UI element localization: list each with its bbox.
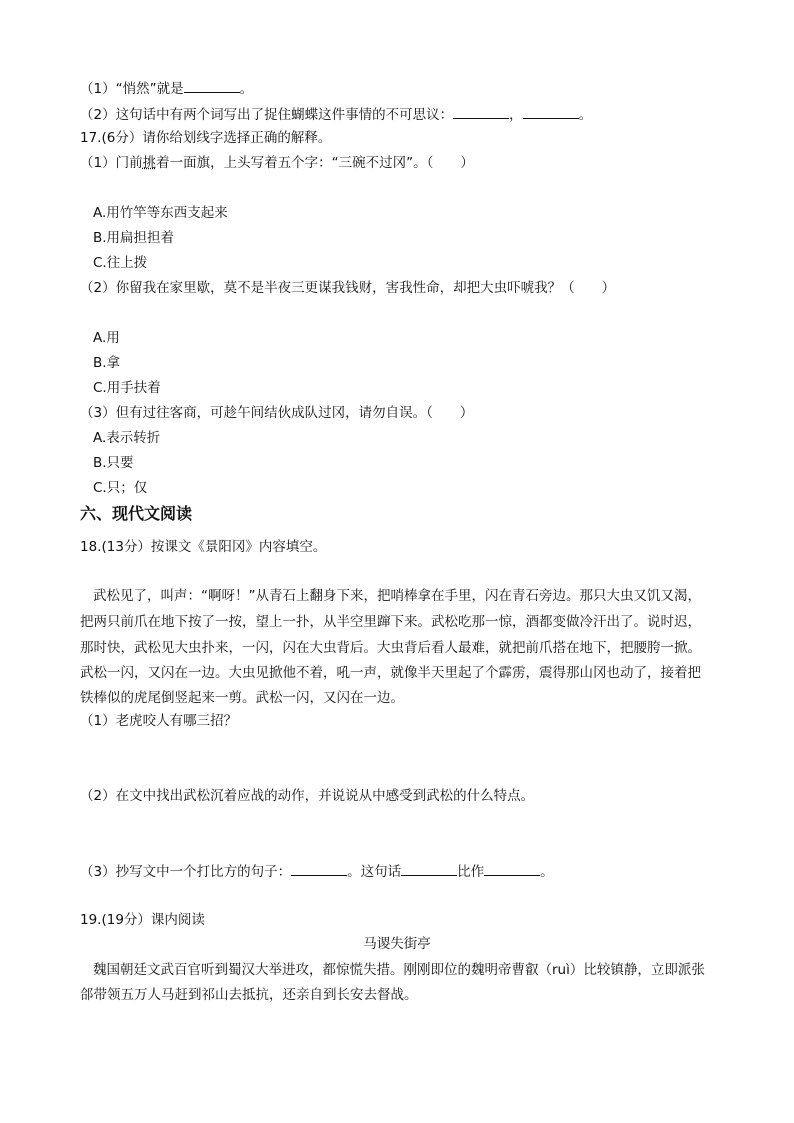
q17-sub1	[80, 153, 474, 173]
q17-sub3: （3）但有过往客商，可趁午间结伙成队过冈，请勿自误。（ ）	[80, 405, 474, 421]
q17-sub2: （2）你留我在家里歇，莫不是半夜三更谋我钱财，害我性命，却把大虫吓唬我？（ ）	[80, 280, 616, 296]
section-heading: 六、现代文阅读	[80, 504, 193, 523]
passage-title: 马谡失街亭	[363, 936, 431, 952]
q17-sub3-option-b[interactable]: B.只要	[93, 455, 134, 471]
q16-sub2-sep: ，	[509, 107, 523, 123]
q16-sub2-end: 。	[578, 107, 593, 123]
q18-passage-line: 武松一闪，又闪在一边。大虫见掀他不着，吼一声，就像半天里起了个霹雳，震得那山冈也动了，接着把	[80, 665, 701, 681]
q16-sub2-text: （2）这句话中有两个词写出了捉住蝴蝶这件事情的不可思议：	[80, 107, 454, 123]
q18-passage-line: 武松见了，叫声：“啊呀！”从青石上翻身下来，把哨棒拿在手里，闪在青石旁边。那只大虫又饥又渴，	[93, 588, 701, 604]
q18-title: 18.(13分）按课文《景阳冈》内容填空。	[80, 539, 327, 555]
q17-sub1-b: 着一面旗，上头写着五个字：“三碗不过冈”。（ ）	[156, 155, 474, 171]
q18-passage-line: 那时快，武松见大虫扑来，一闪，闪在大虫背后。大虫背后看人最难，就把前爪搭在地下，把腰胯一掀。	[80, 640, 701, 656]
q16-sub2	[80, 104, 592, 125]
q17-sub2-option-b[interactable]: B.拿	[93, 355, 121, 371]
q17-sub1-a: （1）门前	[80, 155, 143, 171]
q18-passage-line: 把两只前爪在地下按了一按，望上一扑，从半空里蹿下来。武松吃那一惊，酒都变做冷汗出了。说时迟，	[80, 614, 701, 630]
q18-passage-line: 铁棒似的虎尾倒竖起来一剪。武松一闪，又闪在一边。	[80, 690, 404, 706]
answer-blank[interactable]	[453, 104, 509, 119]
q16-sub1	[80, 78, 253, 99]
q18-sub3-c: 比作	[457, 864, 485, 880]
q16-sub1-text: （1）“悄然”就是	[80, 81, 184, 97]
marked-char: 挑	[142, 155, 157, 171]
q17-sub2-option-a[interactable]: A.用	[93, 330, 120, 346]
q18-sub3-a: （3）抄写文中一个打比方的句子：	[80, 864, 292, 880]
q18-sub3	[80, 861, 554, 882]
q17-sub2-option-c[interactable]: C.用手扶着	[93, 380, 161, 396]
q18-sub1: （1）老虎咬人有哪三招？	[80, 713, 238, 729]
q17-sub3-option-c[interactable]: C.只；仅	[93, 480, 148, 496]
q19-passage-line: 魏国朝廷文武百官听到蜀汉大举进攻，都惊慌失措。刚刚即位的魏明帝曹叡（ruì）比较镇静，立即派张	[93, 962, 705, 978]
q18-sub2: （2）在文中找出武松沉着应战的动作，并说说从中感受到武松的什么特点。	[80, 788, 535, 804]
q19-title: 19.(19分）课内阅读	[80, 912, 205, 928]
answer-blank[interactable]	[523, 104, 579, 119]
q17-sub1-option-c[interactable]: C.往上拨	[93, 255, 148, 271]
q18-sub3-b: 。这句话	[347, 864, 402, 880]
answer-blank[interactable]	[484, 861, 540, 876]
q17-sub1-option-a[interactable]: A.用竹竿等东西支起来	[93, 205, 228, 221]
q17-title: 17.(6分）请你给划线字选择正确的解释。	[80, 130, 332, 146]
q17-sub1-option-b[interactable]: B.用扁担担着	[93, 230, 175, 246]
q17-sub3-option-a[interactable]: A.表示转折	[93, 430, 161, 446]
q19-passage-line: 郃带领五万人马赶到祁山去抵抗，还亲自到长安去督战。	[80, 987, 418, 1003]
answer-blank[interactable]	[401, 861, 457, 876]
answer-blank[interactable]	[184, 78, 240, 93]
answer-blank[interactable]	[291, 861, 347, 876]
q16-sub1-end: 。	[239, 81, 254, 97]
q18-sub3-d: 。	[540, 864, 554, 880]
